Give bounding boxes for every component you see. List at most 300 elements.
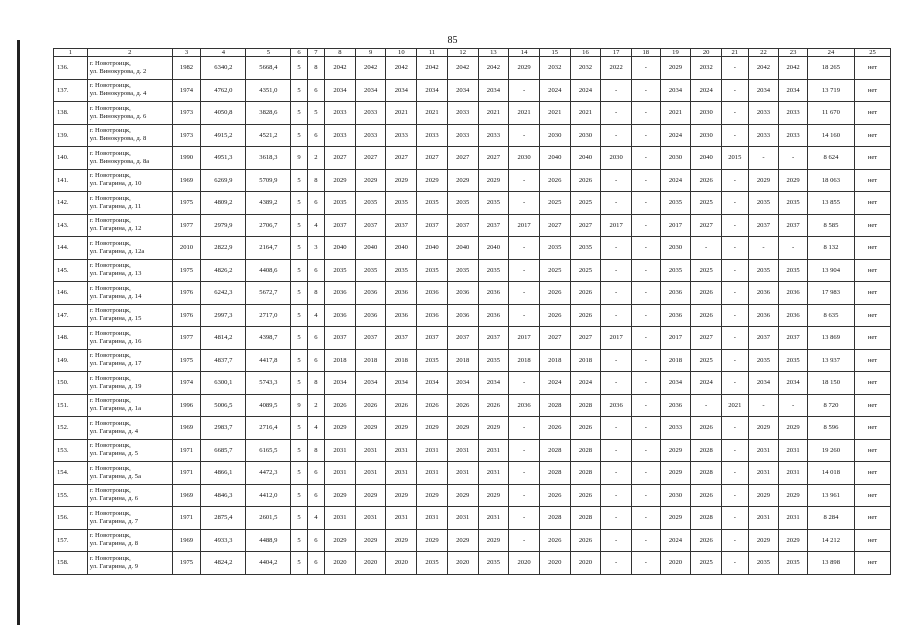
table-cell: 2036 [355,282,386,305]
row-number-cell: 151. [54,394,88,417]
table-cell: 2027 [447,147,478,170]
table-cell: 2024 [660,169,691,192]
table-cell: 2025 [570,192,601,215]
row-number-cell: 156. [54,507,88,530]
table-cell: 2716,4 [246,417,291,440]
table-cell: - [631,282,660,305]
table-cell: нет [854,484,890,507]
table-cell: 2040 [386,237,417,260]
table-cell: 2035 [417,259,448,282]
table-cell: 2031 [748,507,779,530]
table-cell: - [722,79,749,102]
table-cell: 2031 [386,439,417,462]
table-cell: - [509,529,540,552]
table-cell: 2031 [417,507,448,530]
table-cell: 5 [291,237,307,260]
table-cell: - [631,529,660,552]
table-cell: 6300,1 [201,372,246,395]
table-cell: 8 [307,282,324,305]
table-cell: 2037 [478,327,509,350]
table-row [54,507,891,530]
table-cell: 2035 [779,259,808,282]
table-cell: 6269,9 [201,169,246,192]
table-cell: - [722,484,749,507]
table-cell: 2033 [447,124,478,147]
table-cell: 2027 [691,214,722,237]
table-cell: нет [854,304,890,327]
table-cell: 2027 [386,147,417,170]
table-cell: 2031 [325,507,356,530]
table-cell: 2026 [691,282,722,305]
table-row [54,417,891,440]
row-number-cell: 141. [54,169,88,192]
table-cell: - [601,484,632,507]
table-row [54,169,891,192]
table-cell: 2029 [478,484,509,507]
table-cell: 2027 [355,147,386,170]
table-cell: 8 [307,57,324,80]
table-cell: 8 585 [807,214,854,237]
table-cell: 4089,5 [246,394,291,417]
address-cell: г. Новотроицк, ул. Гагарина, д. 10 [87,169,172,192]
table-cell: 2029 [779,484,808,507]
table-cell: 2031 [355,462,386,485]
table-cell: 4826,2 [201,259,246,282]
table-cell: 4472,3 [246,462,291,485]
table-cell: 4837,7 [201,349,246,372]
table-cell: - [691,394,722,417]
table-cell: 2036 [660,282,691,305]
row-number-cell: 139. [54,124,88,147]
table-cell: 6165,5 [246,439,291,462]
table-cell: 2983,7 [201,417,246,440]
table-cell: 2034 [417,372,448,395]
address-cell: г. Новотроицк, ул. Гагарина, д. 11 [87,192,172,215]
row-number-cell: 144. [54,237,88,260]
table-cell: 1969 [172,484,201,507]
table-cell: - [631,169,660,192]
table-cell: 5 [291,507,307,530]
table-cell: 2034 [660,372,691,395]
table-cell: 2033 [748,102,779,125]
table-cell: 2042 [417,57,448,80]
table-cell: 9 [291,147,307,170]
table-cell: 2035 [355,192,386,215]
table-cell: 2034 [478,372,509,395]
table-cell: 2027 [325,147,356,170]
table-cell: 2040 [539,147,570,170]
table-cell: 5 [291,462,307,485]
table-cell: 2037 [325,327,356,350]
table-cell: нет [854,259,890,282]
table-cell: 5743,3 [246,372,291,395]
table-row [54,237,891,260]
table-cell: нет [854,372,890,395]
table-cell: - [722,327,749,350]
table-cell: 2026 [691,304,722,327]
table-cell: 2030 [660,237,691,260]
table-cell: 2029 [355,484,386,507]
table-cell: 2028 [691,462,722,485]
table-cell: 4809,2 [201,192,246,215]
table-cell: 2040 [325,237,356,260]
table-cell: - [601,237,632,260]
table-cell: 2024 [570,79,601,102]
table-cell: 2029 [748,169,779,192]
table-cell: 2034 [779,79,808,102]
table-cell: 2037 [748,214,779,237]
table-cell: 6 [307,529,324,552]
table-cell: 2031 [417,462,448,485]
column-header: 8 [325,49,356,57]
table-cell: - [631,259,660,282]
table-cell: 4846,3 [201,484,246,507]
table-cell: 2036 [447,282,478,305]
table-cell: 2026 [447,394,478,417]
table-cell: 2036 [325,282,356,305]
table-cell: 8 [307,169,324,192]
table-cell: - [691,237,722,260]
column-header: 10 [386,49,417,57]
table-cell: 8 132 [807,237,854,260]
table-cell: нет [854,147,890,170]
table-cell: 2018 [660,349,691,372]
table-cell: 2036 [660,394,691,417]
table-cell: 2029 [748,417,779,440]
table-cell: 1977 [172,214,201,237]
column-header: 11 [417,49,448,57]
table-cell: 2036 [779,304,808,327]
table-cell: 2036 [509,394,540,417]
table-cell: 2031 [779,439,808,462]
table-cell: нет [854,439,890,462]
table-cell: 2031 [447,507,478,530]
table-cell: 2037 [325,214,356,237]
table-cell: 1977 [172,327,201,350]
table-cell: 8 596 [807,417,854,440]
table-cell: 2035 [325,192,356,215]
table-cell: нет [854,507,890,530]
table-cell: 2037 [417,214,448,237]
table-cell: - [722,57,749,80]
table-cell: 2035 [539,237,570,260]
table-cell: 2029 [386,169,417,192]
table-cell: 2034 [660,79,691,102]
table-cell: 2822,9 [201,237,246,260]
table-cell: - [631,304,660,327]
column-header: 13 [478,49,509,57]
row-number-cell: 152. [54,417,88,440]
table-cell: 1969 [172,169,201,192]
table-cell: 1976 [172,282,201,305]
table-cell: 2035 [325,259,356,282]
table-cell: 3828,6 [246,102,291,125]
table-cell: 2035 [779,552,808,575]
table-cell: - [509,259,540,282]
table-cell: - [509,417,540,440]
table-cell: - [601,124,632,147]
table-cell: - [631,147,660,170]
table-cell: нет [854,462,890,485]
table-cell: 2026 [539,169,570,192]
table-cell: 4 [307,417,324,440]
table-cell: нет [854,79,890,102]
table-cell: 2028 [570,439,601,462]
table-cell: 4412,0 [246,484,291,507]
table-cell: - [601,259,632,282]
table-cell: 2029 [779,529,808,552]
table-cell: 2028 [570,394,601,417]
table-cell: 2017 [509,327,540,350]
table-row [54,349,891,372]
table-cell: 2033 [325,124,356,147]
table-cell: нет [854,327,890,350]
table-cell: - [722,304,749,327]
table-cell: нет [854,124,890,147]
table-cell: 2034 [355,79,386,102]
table-cell: 2026 [570,282,601,305]
table-cell: 17 983 [807,282,854,305]
table-cell: 4521,2 [246,124,291,147]
table-cell: - [722,349,749,372]
table-cell: 2042 [447,57,478,80]
table-cell: 2020 [570,552,601,575]
table-cell: 4762,0 [201,79,246,102]
table-cell: 2020 [355,552,386,575]
table-cell: 5709,9 [246,169,291,192]
table-cell: 2979,9 [201,214,246,237]
table-cell: 2017 [601,214,632,237]
table-row [54,282,891,305]
column-header: 7 [307,49,324,57]
table-cell: - [722,417,749,440]
table-cell: 2031 [417,439,448,462]
table-cell: - [722,439,749,462]
table-cell: 2021 [722,394,749,417]
table-cell: 2026 [539,304,570,327]
column-header: 20 [691,49,722,57]
table-cell: 2031 [779,462,808,485]
table-cell: нет [854,282,890,305]
table-cell: 3 [307,237,324,260]
table-cell: 2021 [478,102,509,125]
table-cell: 2029 [325,417,356,440]
table-cell: 2031 [325,439,356,462]
table-cell: 2021 [386,102,417,125]
column-header: 22 [748,49,779,57]
row-number-cell: 147. [54,304,88,327]
table-cell: 2040 [478,237,509,260]
table-cell: 2031 [748,439,779,462]
column-header: 15 [539,49,570,57]
table-cell: 2032 [539,57,570,80]
table-cell: 2030 [570,124,601,147]
table-cell: 4408,6 [246,259,291,282]
table-cell: 2033 [355,124,386,147]
table-cell: - [601,439,632,462]
address-cell: г. Новотроицк, ул. Гагарина, д. 8 [87,529,172,552]
table-cell: 2020 [447,552,478,575]
table-row [54,484,891,507]
table-cell: 2031 [447,439,478,462]
table-cell: 2 [307,394,324,417]
table-row [54,214,891,237]
table-cell: 2040 [447,237,478,260]
table-cell: 2033 [325,102,356,125]
address-cell: г. Новотроицк, ул. Гагарина, д. 5 [87,439,172,462]
table-cell: нет [854,417,890,440]
table-cell: 5 [291,327,307,350]
table-cell: - [509,507,540,530]
table-cell: 1969 [172,417,201,440]
table-cell: 5 [291,349,307,372]
table-cell: 2029 [447,417,478,440]
table-cell: - [722,124,749,147]
table-cell: 5 [291,124,307,147]
table-cell: - [631,462,660,485]
table-cell: - [748,237,779,260]
row-number-cell: 155. [54,484,88,507]
table-cell: 3618,3 [246,147,291,170]
table-cell: 4351,0 [246,79,291,102]
table-cell: 2032 [570,57,601,80]
table-cell: - [601,282,632,305]
table-cell: 2025 [570,259,601,282]
table-cell: 2031 [325,462,356,485]
column-header: 6 [291,49,307,57]
table-cell: 2026 [570,529,601,552]
table-cell: 13 898 [807,552,854,575]
table-cell: 2035 [417,192,448,215]
table-cell: 2017 [601,327,632,350]
table-cell: 2036 [355,304,386,327]
table-cell: - [631,327,660,350]
table-cell: 2029 [748,484,779,507]
table-cell: 2020 [386,552,417,575]
table-cell: 2026 [355,394,386,417]
table-cell: 2028 [539,462,570,485]
table-cell: 2036 [325,304,356,327]
table-cell: 2027 [539,214,570,237]
table-cell: 2029 [660,57,691,80]
table-cell: - [631,552,660,575]
table-cell: 4398,7 [246,327,291,350]
table-cell: 2026 [539,282,570,305]
table-row [54,552,891,575]
table-cell: 2042 [325,57,356,80]
table-cell: 1975 [172,259,201,282]
table-cell: 2040 [570,147,601,170]
table-cell: 2026 [539,484,570,507]
column-header: 12 [447,49,478,57]
table-cell: 5672,7 [246,282,291,305]
table-cell: 2035 [748,349,779,372]
table-cell: 2032 [691,57,722,80]
table-cell: - [509,282,540,305]
table-cell: 2018 [325,349,356,372]
table-cell: 2017 [660,327,691,350]
table-cell: 2034 [355,372,386,395]
table-cell: 1974 [172,372,201,395]
column-header: 3 [172,49,201,57]
address-cell: г. Новотроицк, ул. Винокурова, д. 6 [87,102,172,125]
table-cell: - [631,394,660,417]
table-cell: 14 018 [807,462,854,485]
table-cell: 5 [291,484,307,507]
table-cell: - [509,304,540,327]
table-cell: - [722,259,749,282]
table-cell: 1975 [172,552,201,575]
table-cell: 2035 [660,259,691,282]
table-cell: 2018 [355,349,386,372]
column-header: 1 [54,49,88,57]
table-cell: 5 [291,372,307,395]
row-number-cell: 143. [54,214,88,237]
table-cell: 2020 [539,552,570,575]
table-cell: 4814,2 [201,327,246,350]
table-cell: 2037 [355,214,386,237]
table-cell: 2030 [691,124,722,147]
table-cell: - [601,169,632,192]
row-number-cell: 138. [54,102,88,125]
table-cell: 6242,3 [201,282,246,305]
table-cell: 2026 [478,394,509,417]
table-cell: 2029 [417,484,448,507]
column-header: 19 [660,49,691,57]
table-cell: 2029 [779,417,808,440]
table-cell: - [631,507,660,530]
table-cell: - [601,372,632,395]
table-cell: 4915,2 [201,124,246,147]
table-cell: 2028 [691,507,722,530]
table-cell: 2024 [691,79,722,102]
table-cell: 6 [307,327,324,350]
table-cell: - [601,417,632,440]
table-cell: - [631,439,660,462]
table-cell: 18 063 [807,169,854,192]
table-cell: 8 [307,439,324,462]
table-cell: 2034 [325,372,356,395]
table-cell: 2018 [509,349,540,372]
column-header: 4 [201,49,246,57]
table-cell: 2021 [417,102,448,125]
table-cell: 2027 [691,327,722,350]
table-cell: 2029 [417,169,448,192]
table-cell: 14 160 [807,124,854,147]
table-cell: 2037 [478,214,509,237]
table-cell: 2029 [386,484,417,507]
table-cell: 4417,8 [246,349,291,372]
table-cell: 5 [291,259,307,282]
table-cell: - [722,507,749,530]
table-cell: - [601,507,632,530]
table-cell: 2029 [386,417,417,440]
table-cell: 2027 [478,147,509,170]
table-cell: - [779,237,808,260]
table-cell: - [631,57,660,80]
row-number-cell: 154. [54,462,88,485]
table-row [54,304,891,327]
table-row [54,192,891,215]
table-cell: - [509,79,540,102]
column-header: 5 [246,49,291,57]
column-header: 23 [779,49,808,57]
table-cell: 2025 [539,259,570,282]
table-cell: 2027 [570,214,601,237]
table-cell: 2031 [779,507,808,530]
table-cell: нет [854,394,890,417]
row-number-cell: 158. [54,552,88,575]
